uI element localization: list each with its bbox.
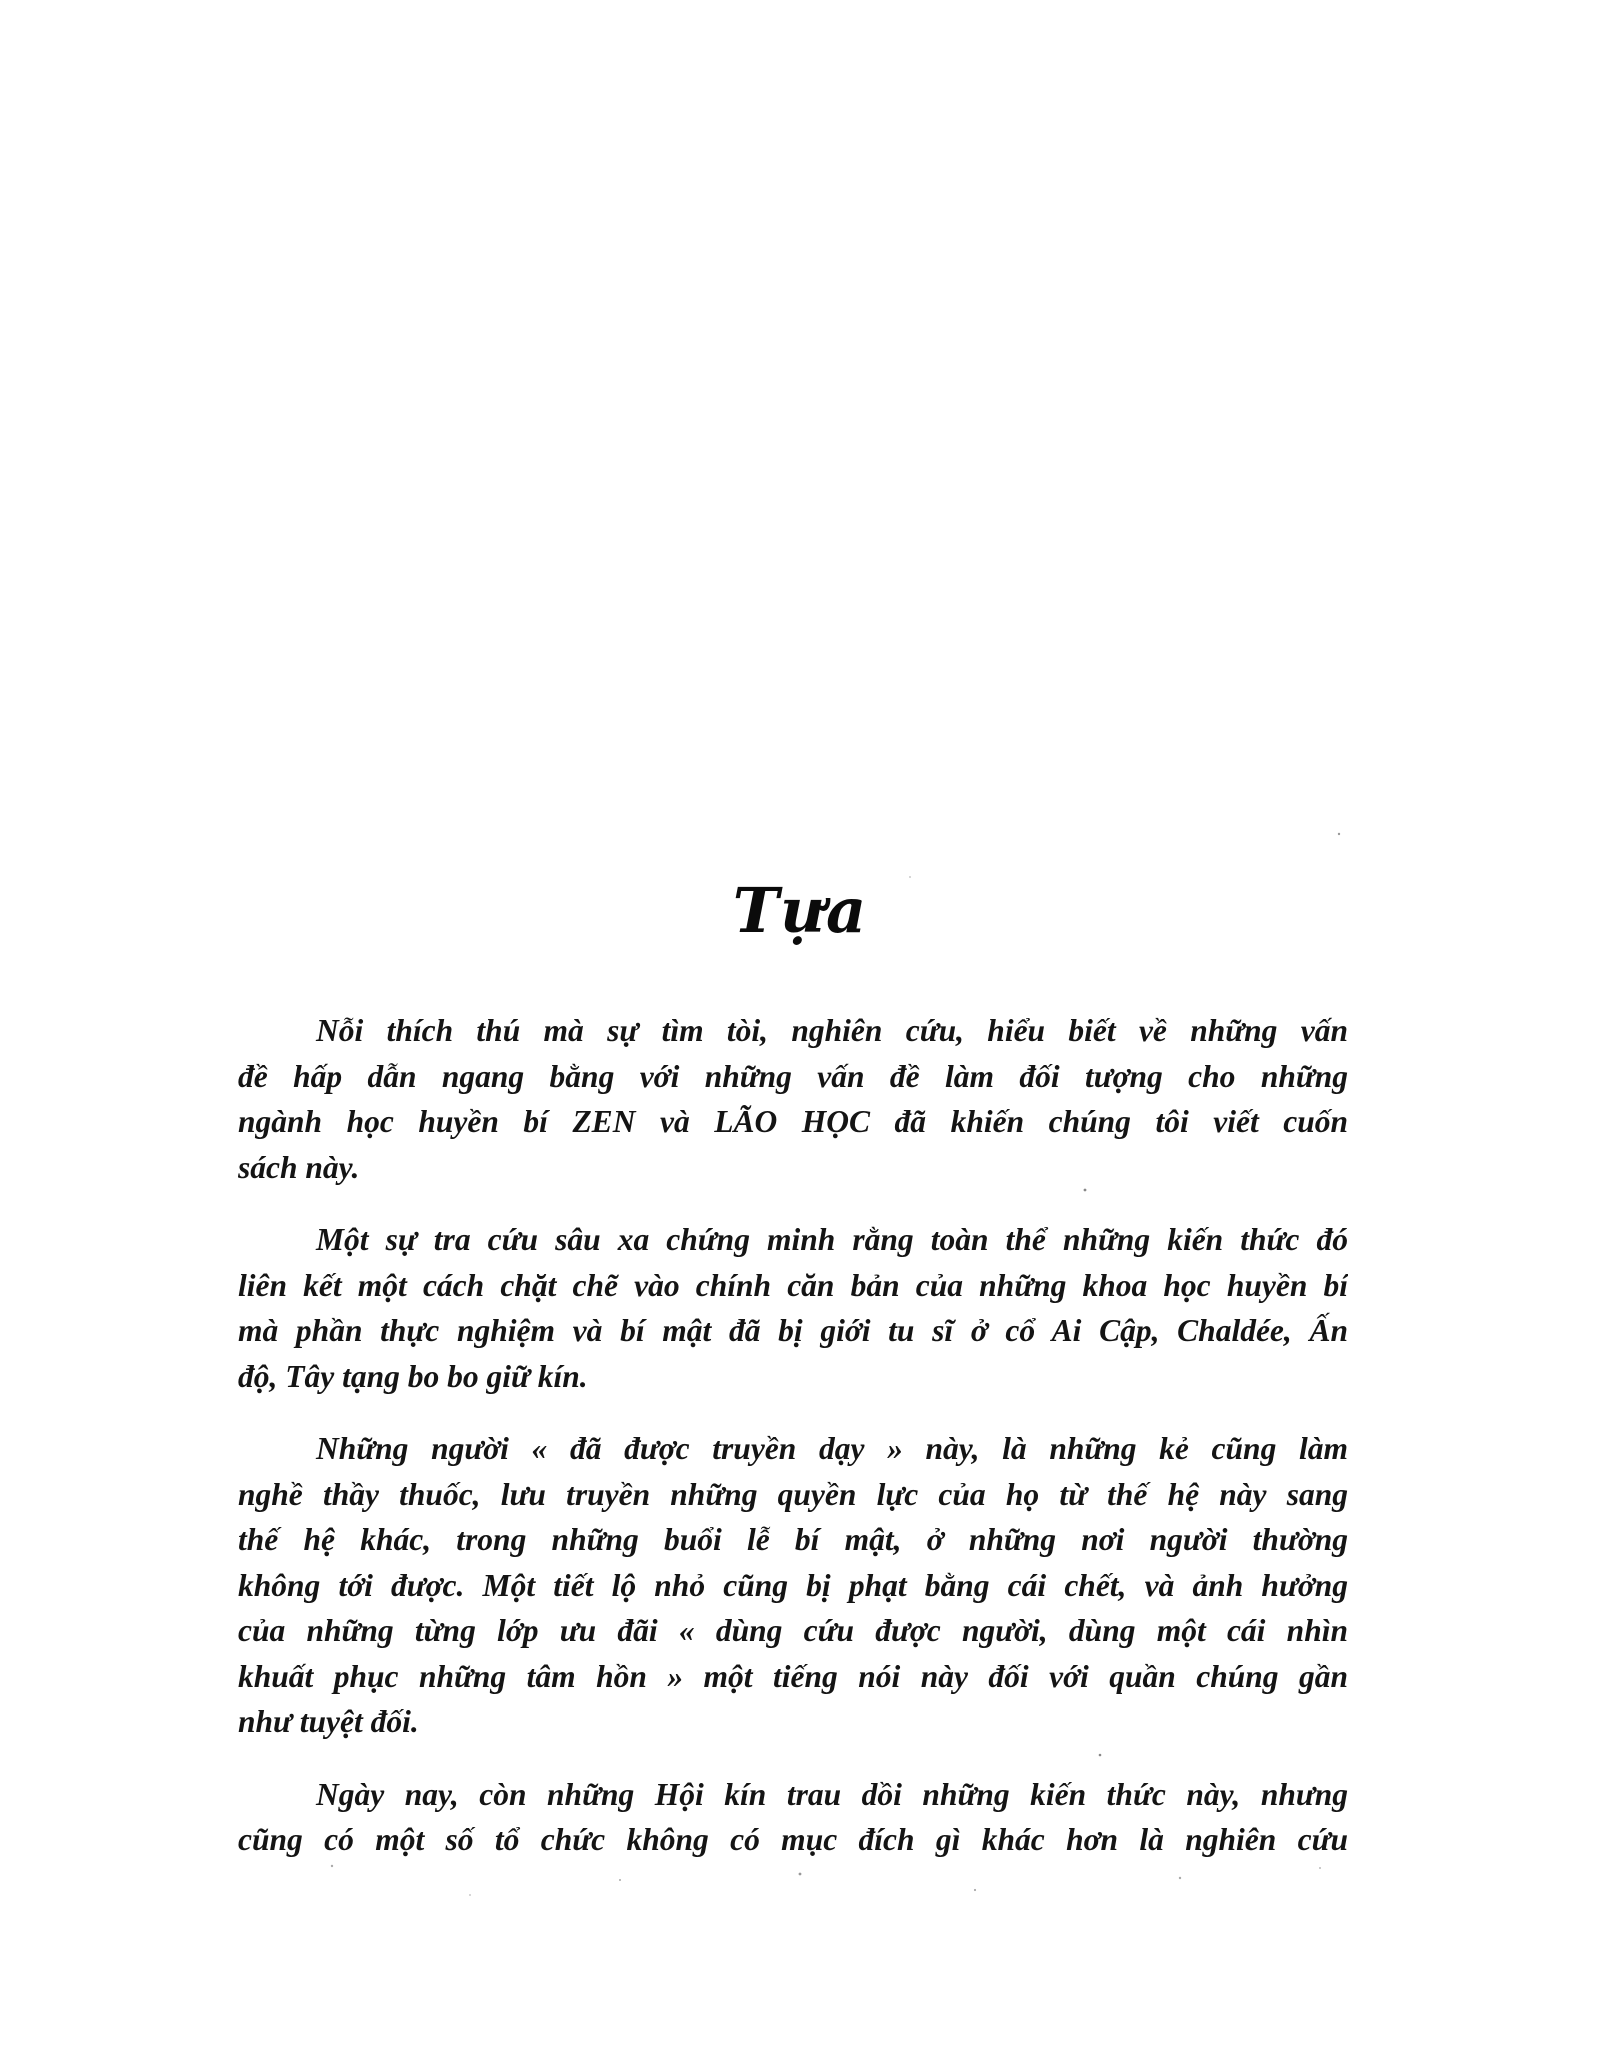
text-line: của những từng lớp ưu đãi « dùng cứu được người, dùng một cái nhìn: [238, 1613, 1348, 1648]
text-line: nghề thầy thuốc, lưu truyền những quyền lực của họ từ thế hệ này sang: [238, 1476, 1348, 1512]
text-line: cũng có một số tổ chức không có mục đích gì khác hơn là nghiên cứu: [238, 1822, 1348, 1857]
text-line: không tới được. Một tiết lộ nhỏ cũng bị phạt bằng cái chết, và ảnh hưởng: [238, 1567, 1348, 1603]
paragraph-3: [238, 1426, 1348, 1745]
paragraph-2: [238, 1217, 1348, 1399]
text-line: sách này.: [238, 1149, 360, 1185]
paragraph-1: [238, 1008, 1348, 1190]
text-line: Những người « đã được truyền dạy » này, là những kẻ cũng làm: [316, 1431, 1348, 1466]
paragraph-4: [238, 1772, 1348, 1863]
text-line: Nỗi thích thú mà sự tìm tòi, nghiên cứu, hiểu biết về những vấn: [316, 1013, 1348, 1048]
text-line: như tuyệt đối.: [238, 1704, 419, 1739]
page-title: Tựa: [732, 873, 868, 947]
text-line: mà phần thực nghiệm và bí mật đã bị giới tu sĩ ở cổ Ai Cập, Chaldée, Ấn: [238, 1313, 1348, 1348]
text-line: thế hệ khác, trong những buổi lễ bí mật, ở những nơi người thường: [238, 1522, 1348, 1557]
text-line: Ngày nay, còn những Hội kín trau dồi những kiến thức này, nhưng: [316, 1776, 1348, 1812]
text-line: liên kết một cách chặt chẽ vào chính căn bản của những khoa học huyền bí: [238, 1267, 1348, 1303]
text-line: ngành học huyền bí ZEN và LÃO HỌC đã khiến chúng tôi viết cuốn: [238, 1104, 1348, 1139]
text-line: Một sự tra cứu sâu xa chứng minh rằng toàn thể những kiến thức đó: [316, 1222, 1348, 1257]
body-text: [238, 1008, 1348, 1890]
text-line: đề hấp dẫn ngang bằng với những vấn đề làm đối tượng cho những: [238, 1058, 1348, 1094]
text-line: độ, Tây tạng bo bo giữ kín.: [238, 1358, 588, 1394]
text-line: khuất phục những tâm hồn » một tiếng nói này đối với quần chúng gần: [238, 1658, 1348, 1694]
